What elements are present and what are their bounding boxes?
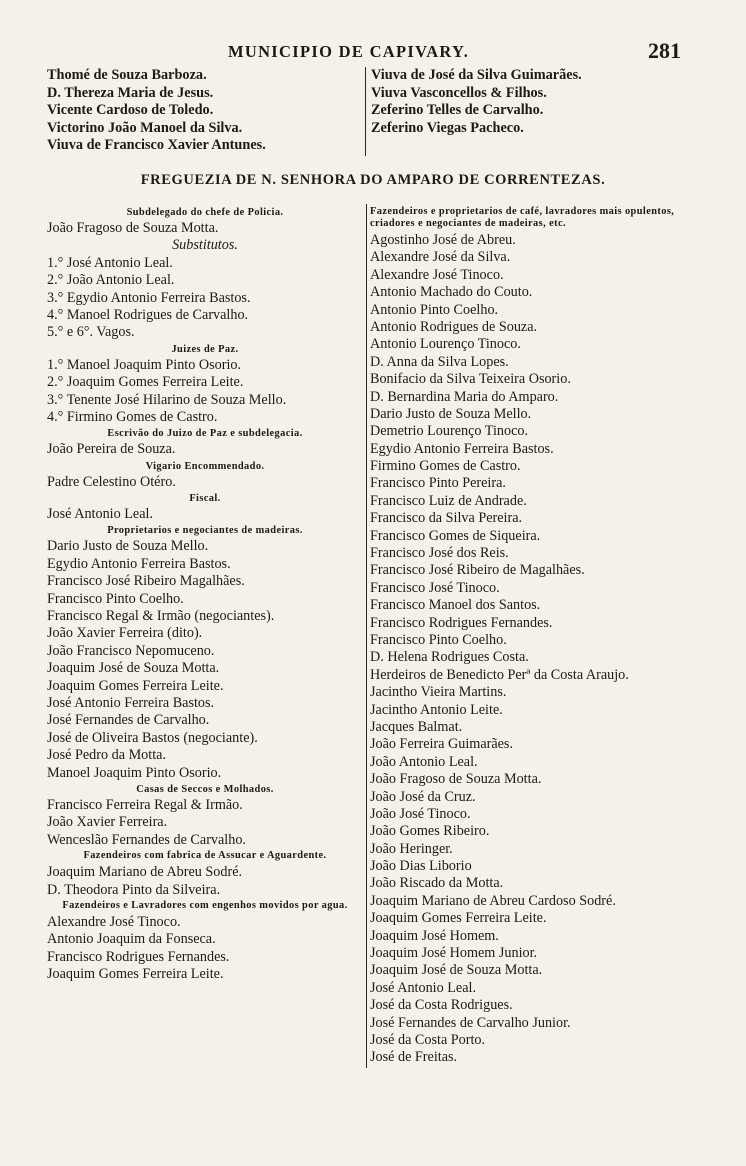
- list-item: Jacintho Antonio Leite.: [370, 701, 503, 718]
- list-item: D. Anna da Silva Lopes.: [370, 353, 509, 370]
- list-item: João Xavier Ferreira (dito).: [47, 625, 203, 642]
- list-item: José Fernandes de Carvalho Junior.: [370, 1014, 571, 1031]
- list-item: Alexandre José Tinoco.: [370, 266, 504, 283]
- list-item: Antonio Lourenço Tinoco.: [370, 336, 521, 353]
- list-item: Thomé de Souza Barboza.: [47, 67, 207, 83]
- list-item: José Pedro da Motta.: [47, 747, 167, 764]
- list-item: João Dias Liborio: [370, 858, 472, 875]
- list-item: José Fernandes de Carvalho.: [47, 712, 210, 729]
- subheading: Substitutos.: [172, 237, 238, 254]
- list-item: 1.° Manoel Joaquim Pinto Osorio.: [47, 356, 242, 373]
- list-item: Joaquim Gomes Ferreira Leite.: [47, 966, 224, 983]
- section-heading: Escrivão do Juizo de Paz e subdelegacia.: [107, 428, 303, 440]
- list-item: Joaquim Mariano de Abreu Sodré.: [47, 864, 243, 881]
- list-item: Alexandre José da Silva.: [370, 249, 511, 266]
- list-item: 3.° Tenente José Hilarino de Souza Mello.: [47, 391, 287, 408]
- list-item: Francisco Rodrigues Fernandes.: [370, 614, 553, 631]
- list-item: Zeferino Telles de Carvalho.: [371, 102, 544, 119]
- list-item: Francisco José Ribeiro de Magalhães.: [370, 562, 585, 579]
- list-item: Francisco Manoel dos Santos.: [370, 597, 541, 614]
- list-item: Francisco da Silva Pereira.: [370, 510, 523, 527]
- list-item: Francisco Ferreira Regal & Irmão.: [47, 796, 243, 813]
- section-heading: Juizes de Paz.: [171, 343, 239, 355]
- list-item: 1.° José Antonio Leal.: [47, 254, 173, 271]
- list-item: José da Costa Porto.: [370, 1031, 486, 1048]
- list-item: Joaquim José de Souza Motta.: [47, 660, 220, 677]
- list-item: Viuva de José da Silva Guimarães.: [371, 67, 582, 83]
- list-item: Antonio Pinto Coelho.: [370, 301, 499, 318]
- section-title: FREGUEZIA DE N. SENHORA DO AMPARO DE CORRENTEZAS.: [140, 172, 606, 188]
- list-item: Joaquim José Homem Junior.: [370, 945, 538, 962]
- list-item: Joaquim Gomes Ferreira Leite.: [370, 910, 547, 927]
- list-item: Joaquim José Homem.: [370, 927, 499, 944]
- list-item: Victorino João Manoel da Silva.: [47, 119, 243, 136]
- right-column: [370, 205, 692, 1067]
- list-item: João Francisco Nepomuceno.: [47, 642, 215, 659]
- section-heading: Subdelegado do chefe de Policia.: [126, 207, 284, 218]
- list-item: Bonifacio da Silva Teixeira Osorio.: [370, 371, 571, 388]
- list-item: José da Costa Rodrigues.: [370, 997, 513, 1014]
- column-divider-main: [366, 204, 367, 1068]
- list-item: José de Oliveira Bastos (negociante).: [47, 729, 258, 746]
- list-item: José de Freitas.: [370, 1049, 458, 1066]
- top-right-list: [371, 67, 691, 137]
- list-item: Egydio Antonio Ferreira Bastos.: [47, 555, 231, 572]
- list-item: Viuva de Francisco Xavier Antunes.: [47, 137, 266, 154]
- list-item: Padre Celestino Otéro.: [47, 473, 176, 490]
- section-heading: Fiscal.: [189, 493, 221, 505]
- list-item: Manoel Joaquim Pinto Osorio.: [47, 764, 222, 781]
- list-item: Dario Justo de Souza Mello.: [370, 405, 532, 422]
- list-item: João Heringer.: [370, 840, 453, 857]
- list-item: Alexandre José Tinoco.: [47, 913, 181, 930]
- page-number: 281: [648, 38, 681, 63]
- list-item: Demetrio Lourenço Tinoco.: [370, 423, 529, 440]
- list-item: Francisco José Tinoco.: [370, 579, 500, 596]
- list-item: Antonio Machado do Couto.: [370, 284, 533, 301]
- section-heading: Proprietarios e negociantes de madeiras.: [107, 525, 303, 537]
- list-item: José Antonio Ferreira Bastos.: [47, 694, 215, 711]
- section-heading: Vigario Encommendado.: [145, 460, 265, 472]
- list-item: D. Helena Rodrigues Costa.: [370, 649, 529, 666]
- list-item: Joaquim Mariano de Abreu Cardoso Sodré.: [370, 892, 616, 909]
- section-heading: Fazendeiros com fabrica de Assucar e Aguardente.: [83, 850, 327, 862]
- section-heading: Fazendeiros e proprietarios de café, lavradores mais opulentos, criadores e negociantes de madeiras, etc.: [370, 206, 675, 229]
- column-divider-top: [365, 67, 366, 156]
- list-item: Firmino Gomes de Castro.: [370, 458, 521, 475]
- section-heading: Casas de Seccos e Molhados.: [136, 783, 274, 795]
- list-item: Joaquim José de Souza Motta.: [370, 962, 543, 979]
- list-item: João Fragoso de Souza Motta.: [370, 771, 542, 788]
- list-item: João Pereira de Souza.: [47, 441, 176, 458]
- list-item: Egydio Antonio Ferreira Bastos.: [370, 440, 554, 457]
- list-item: D. Bernardina Maria do Amparo.: [370, 388, 559, 405]
- list-item: 2.° Joaquim Gomes Ferreira Leite.: [47, 374, 244, 391]
- list-item: João Antonio Leal.: [370, 753, 478, 770]
- list-item: João Fragoso de Souza Motta.: [47, 220, 219, 236]
- list-item: José Antonio Leal.: [47, 506, 153, 523]
- list-item: João Riscado da Motta.: [370, 875, 504, 892]
- list-item: João José da Cruz.: [370, 788, 476, 805]
- list-item: Joaquim Gomes Ferreira Leite.: [47, 677, 224, 694]
- list-item: 4.° Manoel Rodrigues de Carvalho.: [47, 306, 249, 323]
- list-item: 5.° e 6°. Vagos.: [47, 324, 135, 341]
- list-item: Wenceslão Fernandes de Carvalho.: [47, 831, 246, 848]
- list-item: 3.° Egydio Antonio Ferreira Bastos.: [47, 289, 251, 306]
- list-item: Jacques Balmat.: [370, 718, 463, 735]
- list-item: Francisco Luiz de Andrade.: [370, 492, 527, 509]
- list-item: Agostinho José de Abreu.: [370, 232, 516, 248]
- section-heading: Fazendeiros e Lavradores com engenhos movidos por agua.: [62, 899, 348, 911]
- left-column: [47, 205, 363, 983]
- list-item: Jacintho Vieira Martins.: [370, 684, 507, 701]
- list-item: Dario Justo de Souza Mello.: [47, 538, 209, 555]
- list-item: João Ferreira Guimarães.: [370, 736, 513, 753]
- right-list: [370, 232, 692, 1067]
- list-item: D. Theodora Pinto da Silveira.: [47, 881, 221, 898]
- list-item: Viuva Vasconcellos & Filhos.: [371, 84, 547, 101]
- list-item: Francisco Regal & Irmão (negociantes).: [47, 608, 275, 625]
- top-left-list: [47, 67, 363, 155]
- list-item: D. Thereza Maria de Jesus.: [47, 84, 214, 101]
- list-item: João José Tinoco.: [370, 805, 471, 822]
- list-item: Francisco José dos Reis.: [370, 545, 509, 562]
- list-item: Antonio Rodrigues de Souza.: [370, 318, 538, 335]
- list-item: Francisco Pinto Coelho.: [370, 631, 507, 648]
- list-item: João Gomes Ribeiro.: [370, 823, 490, 840]
- list-item: Vicente Cardoso de Toledo.: [47, 102, 214, 119]
- list-item: Herdeiros de Benedicto Perª da Costa Araujo.: [370, 666, 629, 683]
- list-item: Francisco José Ribeiro Magalhães.: [47, 573, 245, 590]
- list-item: 2.° João Antonio Leal.: [47, 272, 175, 289]
- list-item: Antonio Joaquim da Fonseca.: [47, 931, 216, 948]
- list-item: Zeferino Viegas Pacheco.: [371, 119, 524, 136]
- list-item: Francisco Pinto Coelho.: [47, 590, 184, 607]
- running-title: MUNICIPIO DE CAPIVARY.: [228, 42, 470, 61]
- list-item: Francisco Rodrigues Fernandes.: [47, 948, 230, 965]
- list-item: 4.° Firmino Gomes de Castro.: [47, 408, 218, 425]
- list-item: João Xavier Ferreira.: [47, 814, 168, 831]
- running-head: [0, 38, 746, 66]
- list-item: Francisco Pinto Pereira.: [370, 475, 506, 492]
- list-item: José Antonio Leal.: [370, 979, 476, 996]
- list-item: Francisco Gomes de Siqueira.: [370, 527, 541, 544]
